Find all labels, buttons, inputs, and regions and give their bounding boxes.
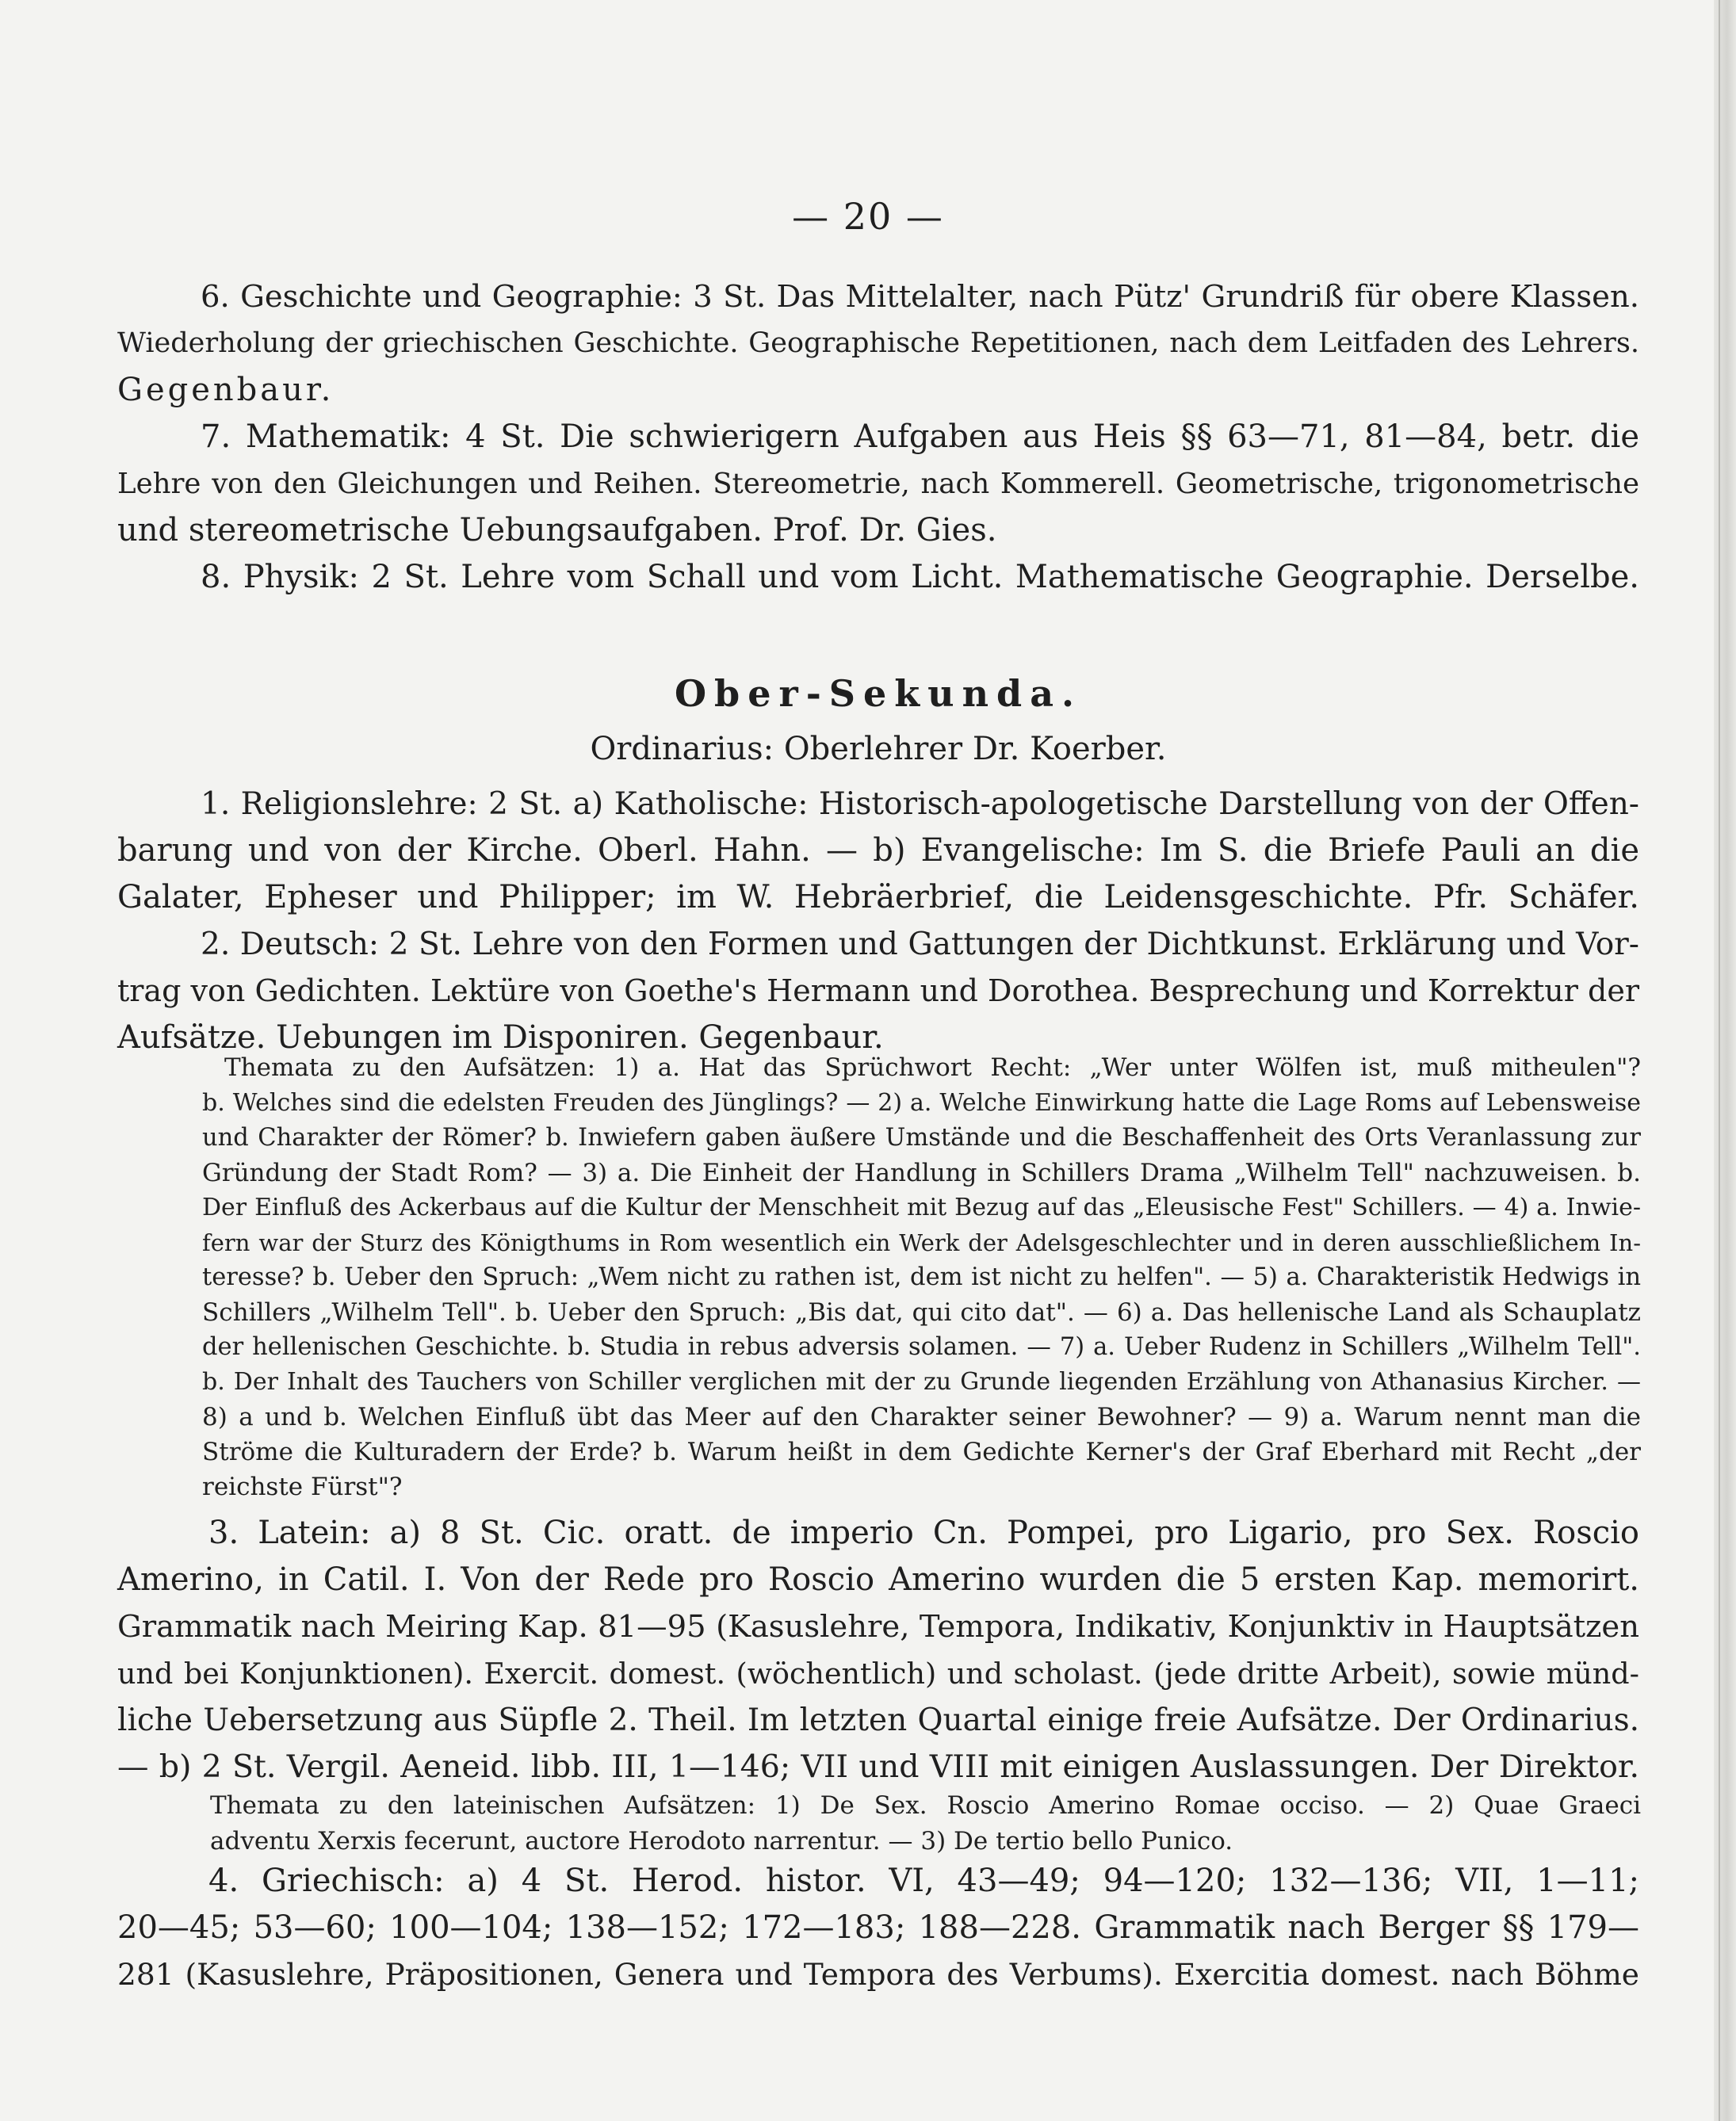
themata-latein xyxy=(210,1788,1641,1859)
section-religion-deutsch xyxy=(117,781,1639,1061)
theme-line: und Charakter der Römer? b. Inwiefern gaben äußere Umstände und die Beschaffenheit des Orts Veranlassung zur xyxy=(202,1124,1641,1152)
theme-line: b. Der Inhalt des Tauchers von Schiller verglichen mit der zu Grunde liegenden Erzählung von Athanasius Kircher. — xyxy=(202,1368,1641,1396)
text-line: Galater, Epheser und Philipper; im W. Hebräerbrief, die Leidensgeschichte. Pfr. Schäfer. xyxy=(117,879,1639,915)
text-line: 8. Physik: 2 St. Lehre vom Schall und vom Licht. Mathematische Geographie. Derselbe. xyxy=(201,559,1639,595)
theme-line: b. Welches sind die edelsten Freuden des Jünglings? — 2) a. Welche Einwirkung hatte die Lage Roms auf Lebensweise xyxy=(202,1089,1641,1117)
themata-deutsch xyxy=(202,1050,1641,1086)
theme-line: Themata zu den Aufsätzen: 1) a. Hat das Sprüchwort Recht: „Wer unter Wölfen ist, muß mitheulen"? xyxy=(224,1053,1641,1082)
text-line: 6. Geschichte und Geographie: 3 St. Das Mittelalter, nach Pütz' Grundriß für obere Klassen. xyxy=(201,279,1639,315)
theme-line: adventu Xerxis fecerunt, auctore Herodoto narrentur. — 3) De tertio bello Punico. xyxy=(210,1827,1233,1855)
text-line: trag von Gedichten. Lektüre von Goethe's Hermann und Dorothea. Besprechung und Korrektur der xyxy=(117,973,1639,1008)
section-heading: Ober-Sekunda. xyxy=(674,672,1083,715)
text-line: Lehre von den Gleichungen und Reihen. Stereometrie, nach Kommerell. Geometrische, trigonometrische xyxy=(117,468,1639,500)
theme-line: der hellenischen Geschichte. b. Studia in rebus adversis solamen. — 7) a. Ueber Rudenz in Schillers „Wilhelm Tell". xyxy=(202,1333,1641,1361)
theme-line: 8) a und b. Welchen Einfluß übt das Meer auf den Charakter seiner Bewohner? — 9) a. Warum nennt man die xyxy=(202,1403,1641,1431)
theme-line: Ströme die Kulturadern der Erde? b. Warum heißt in dem Gedichte Kerner's der Graf Eberhard mit Recht „der xyxy=(202,1438,1641,1466)
theme-line: Themata zu den lateinischen Aufsätzen: 1) De Sex. Roscio Amerino Romae occiso. — 2) Quae Graeci xyxy=(210,1791,1641,1820)
text-line: Aufsätze. Uebungen im Disponiren. Gegenbaur. xyxy=(117,1019,884,1056)
theme-line: Schillers „Wilhelm Tell". b. Ueber den Spruch: „Bis dat, qui cito dat". — 6) a. Das hellenische Land als Schauplatz xyxy=(202,1298,1641,1327)
section-ober-sekunda-header xyxy=(117,666,1639,773)
page-edge xyxy=(1714,0,1736,2121)
text-line: liche Uebersetzung aus Süpfle 2. Theil. Im letzten Quartal einige freie Aufsätze. Der Ordinarius. xyxy=(117,1703,1639,1738)
text-line: barung und von der Kirche. Oberl. Hahn. — b) Evangelische: Im S. die Briefe Pauli an die xyxy=(117,832,1639,869)
themata-deutsch-cont xyxy=(202,1086,1641,1504)
text-line: 7. Mathematik: 4 St. Die schwierigern Aufgaben aus Heis §§ 63—71, 81—84, betr. die xyxy=(201,418,1639,455)
text-line: Wiederholung der griechischen Geschichte. Geographische Repetitionen, nach dem Leitfaden des Lehrers. xyxy=(117,327,1639,359)
text-line: 1. Religionslehre: 2 St. a) Katholische: Historisch-apologetische Darstellung von der Offen- xyxy=(201,786,1639,822)
text-line: und bei Konjunktionen). Exercit. domest. (wöchentlich) und scholast. (jede dritte Arbeit), sowie münd- xyxy=(117,1657,1639,1691)
text-line: Grammatik nach Meiring Kap. 81—95 (Kasuslehre, Tempora, Indikativ, Konjunktiv in Hauptsätzen xyxy=(117,1609,1639,1645)
text-line: — b) 2 St. Vergil. Aeneid. libb. III, 1—146; VII und VIII mit einigen Auslassungen. Der Direktor. xyxy=(117,1748,1639,1785)
text-line: 4. Griechisch: a) 4 St. Herod. histor. VI, 43—49; 94—120; 132—136; VII, 1—11; xyxy=(208,1863,1639,1899)
section-griechisch xyxy=(117,1858,1639,1998)
text-line: 3. Latein: a) 8 St. Cic. oratt. de imperio Cn. Pompei, pro Ligario, pro Sex. Roscio xyxy=(208,1515,1639,1551)
section-unter-sekunda-end xyxy=(117,273,1639,601)
page-number: — 20 — xyxy=(792,195,944,238)
theme-line: fern war der Sturz des Königthums in Rom wesentlich ein Werk der Adelsgeschlechter und in deren ausschließlichem In- xyxy=(202,1229,1641,1256)
text-line: und stereometrische Uebungsaufgaben. Prof. Dr. Gies. xyxy=(117,512,997,548)
theme-line: reichste Fürst"? xyxy=(202,1473,403,1501)
theme-line: teresse? b. Ueber den Spruch: „Wem nicht zu rathen ist, dem ist nicht zu helfen". — 5) a. Charakteristik Hedwigs in xyxy=(202,1263,1641,1291)
text-line: 2. Deutsch: 2 St. Lehre von den Formen und Gattungen der Dichtkunst. Erklärung und Vor- xyxy=(201,927,1639,962)
ordinarius-line: Ordinarius: Oberlehrer Dr. Koerber. xyxy=(590,731,1167,767)
text-line: 281 (Kasuslehre, Präpositionen, Genera und Tempora des Verbums). Exercitia domest. nach Böhme xyxy=(117,1957,1639,1992)
section-latein xyxy=(117,1510,1639,1790)
text-line: Amerino, in Catil. I. Von der Rede pro Roscio Amerino wurden die 5 ersten Kap. memorirt. xyxy=(117,1561,1639,1598)
text-line: 20—45; 53—60; 100—104; 138—152; 172—183; 188—228. Grammatik nach Berger §§ 179— xyxy=(117,1909,1639,1946)
theme-line: Gründung der Stadt Rom? — 3) a. Die Einheit der Handlung in Schillers Drama „Wilhelm Tell" nachzuweisen. b. xyxy=(202,1159,1641,1187)
theme-line: Der Einfluß des Ackerbaus auf die Kultur der Menschheit mit Bezug auf das „Eleusische Fest" Schillers. — 4) a. Inwie- xyxy=(202,1194,1641,1221)
text-line: Gegenbaur. xyxy=(117,372,335,408)
